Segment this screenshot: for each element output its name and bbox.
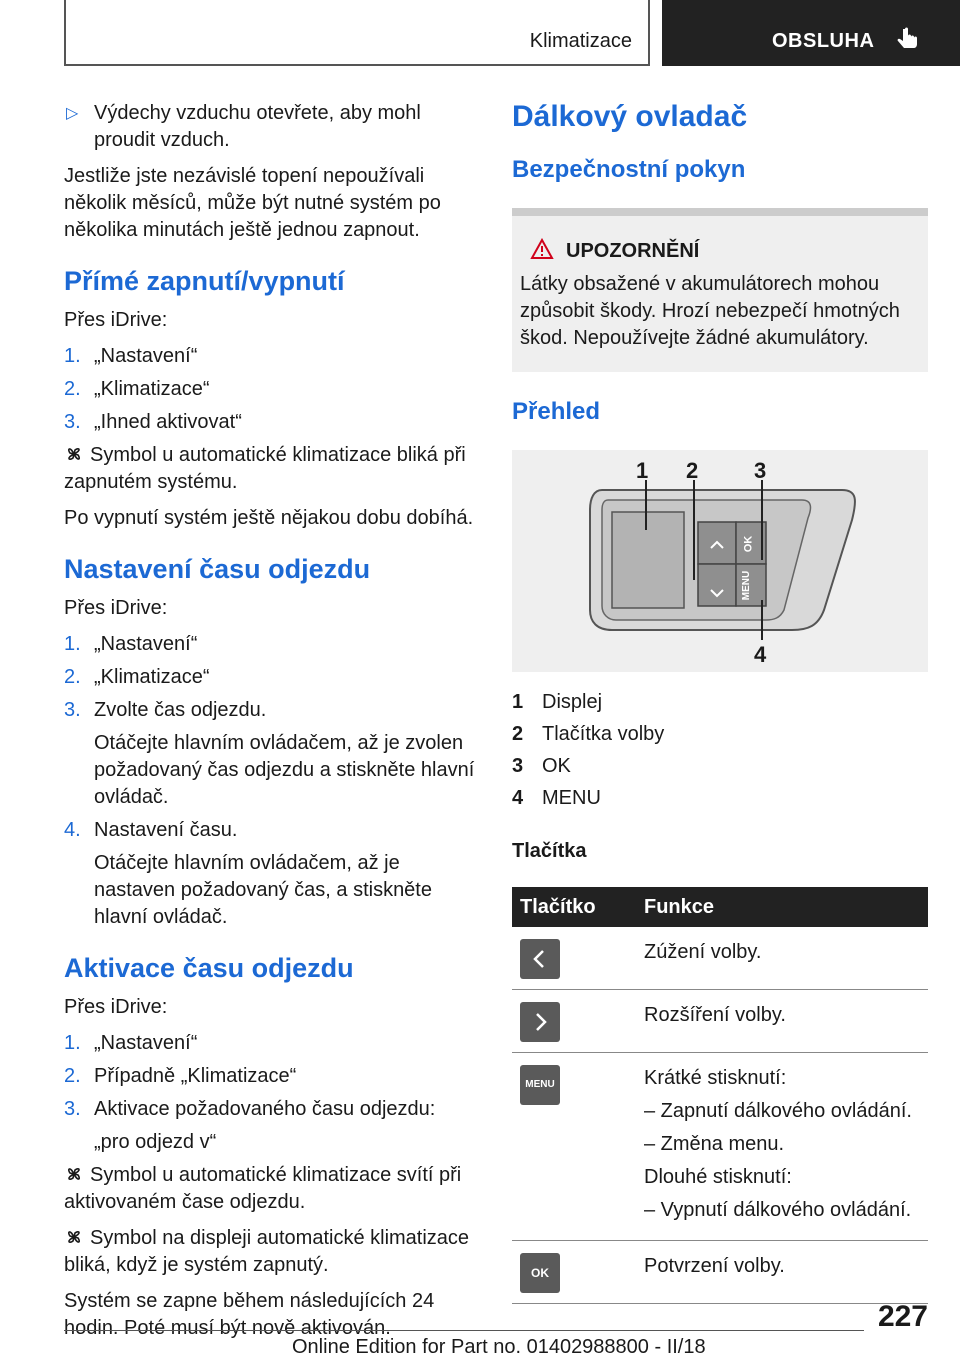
buttons-table (512, 887, 928, 1304)
heading-buttons: Tlačítka (512, 840, 587, 862)
step-item: 3. Zvolte čas odjezdu. Otáčejte hlavním ovládačem, až je zvolen požadovaný čas odjezdu a stiskněte hlavní ovládač. (64, 699, 475, 808)
heading-direct: Přímé zapnutí/vypnutí (64, 266, 345, 296)
legend-item: 3 OK (512, 755, 571, 777)
callout-4: 4 (754, 642, 767, 667)
step-item: 1. „Nastavení“ (64, 345, 198, 367)
bullet-vents: ▷ Výdechy vzduchu otevřete, aby mohl proudit vzduch. (66, 102, 421, 151)
heading-remote: Dálkový ovladač (512, 100, 748, 133)
intro-idrive: Přes iDrive: (64, 309, 168, 331)
step-item: 2. Případně „Klimatizace“ (64, 1065, 297, 1087)
step-item: 3. Aktivace požadovaného času odjezdu: „pro odjezd v“ (64, 1098, 436, 1153)
steps-direct (64, 343, 484, 436)
step-item: 2. „Klimatizace“ (64, 378, 210, 400)
step-item: 4. Nastavení času. Otáčejte hlavním ovládačem, až je nastaven požadovaný čas, a stiskněte hlavní ovládač. (64, 819, 432, 928)
col-header-button: Tlačítko (512, 887, 636, 927)
note-symbol-blinks: Symbol u automatické klimatizace bliká při zapnutém systému. (64, 444, 466, 493)
function-confirm: Potvrzení volby. (636, 1241, 928, 1304)
fan-icon (64, 1164, 84, 1184)
triangle-bullet-icon: ▷ (66, 105, 79, 122)
fan-icon (64, 444, 84, 464)
footer-edition: Online Edition for Part no. 01402988800 - II/18 (292, 1336, 706, 1358)
heading-departure-setting: Nastavení času odjezdu (64, 554, 371, 584)
chapter-title: OBSLUHA (772, 30, 875, 52)
fan-icon (64, 1227, 84, 1247)
intro-idrive: Přes iDrive: (64, 996, 168, 1018)
right-arrow-key-icon (520, 1002, 560, 1042)
table-header-row (512, 887, 928, 927)
step-item: 1. „Nastavení“ (64, 633, 198, 655)
legend-item: 2 Tlačítka volby (512, 723, 665, 745)
step-item: 1. „Nastavení“ (64, 1032, 198, 1054)
menu-key-icon: MENU (520, 1065, 560, 1105)
remote-illustration (512, 450, 928, 672)
callout-2: 2 (686, 458, 699, 483)
header-chapter (662, 0, 960, 66)
step-item: 3. „Ihned aktivovat“ (64, 411, 242, 433)
paragraph-months: Jestliže jste nezávislé topení nepoužívali několik měsíců, může být nutné systém po několika minutách ještě jednou zapnout. (64, 165, 441, 241)
function-widen: Rozšíření volby. (636, 990, 928, 1053)
intro-idrive: Přes iDrive: (64, 597, 168, 619)
warning-triangle-icon (530, 238, 554, 260)
steps-departure-setting (64, 631, 484, 931)
warning-box (512, 208, 928, 372)
ok-key-icon: OK (520, 1253, 560, 1293)
table-row (512, 1241, 928, 1304)
hand-pointer-icon (894, 26, 922, 54)
function-menu: Krátké stisknutí: – Zapnutí dálkového ovládání. – Změna menu. Dlouhé stisknutí: – Vypnutí dálkového ovládání. (636, 1053, 928, 1241)
legend-item: 1 Displej (512, 691, 603, 713)
table-row (512, 990, 928, 1053)
steps-departure-activation (64, 1030, 484, 1156)
callout-3: 3 (754, 458, 767, 483)
warning-text: Látky obsažené v akumulátorech mohou způsobit škody. Hrozí nebezpečí hmotných škod. Nepoužívejte žádné akumulátory. (520, 273, 900, 349)
remote-key-drawing (512, 450, 928, 672)
right-column (512, 100, 928, 1304)
heading-departure-activation: Aktivace času odjezdu (64, 953, 354, 983)
page-number: 227 (877, 1300, 928, 1333)
footer-divider (64, 1330, 864, 1331)
heading-overview: Přehled (512, 398, 601, 425)
header-section (64, 0, 650, 66)
callout-1: 1 (636, 458, 649, 483)
step-item: 2. „Klimatizace“ (64, 666, 210, 688)
note-runs-on: Po vypnutí systém ještě nějakou dobu dobíhá. (64, 507, 474, 529)
table-row (512, 927, 928, 990)
left-arrow-key-icon (520, 939, 560, 979)
note-24h: Systém se zapne během následujících 24 hodin. Poté musí být nově aktivován. (64, 1290, 435, 1339)
remote-menu-label: MENU (741, 570, 753, 601)
function-narrow: Zúžení volby. (636, 927, 928, 990)
figure-legend (512, 686, 928, 814)
heading-safety: Bezpečnostní pokyn (512, 156, 746, 183)
table-row (512, 1053, 928, 1241)
warning-title: UPOZORNĚNÍ (520, 238, 920, 263)
left-column (64, 100, 484, 1351)
note-symbol-lit: Symbol u automatické klimatizace svítí při aktivovaném čase odjezdu. (64, 1164, 462, 1213)
note-display-blinks: Symbol na displeji automatické klimatizace bliká, když je systém zapnutý. (64, 1227, 470, 1276)
col-header-function: Funkce (636, 887, 928, 927)
legend-item: 4 MENU (512, 787, 601, 809)
section-title: Klimatizace (529, 30, 632, 52)
remote-ok-label: OK (742, 535, 755, 553)
